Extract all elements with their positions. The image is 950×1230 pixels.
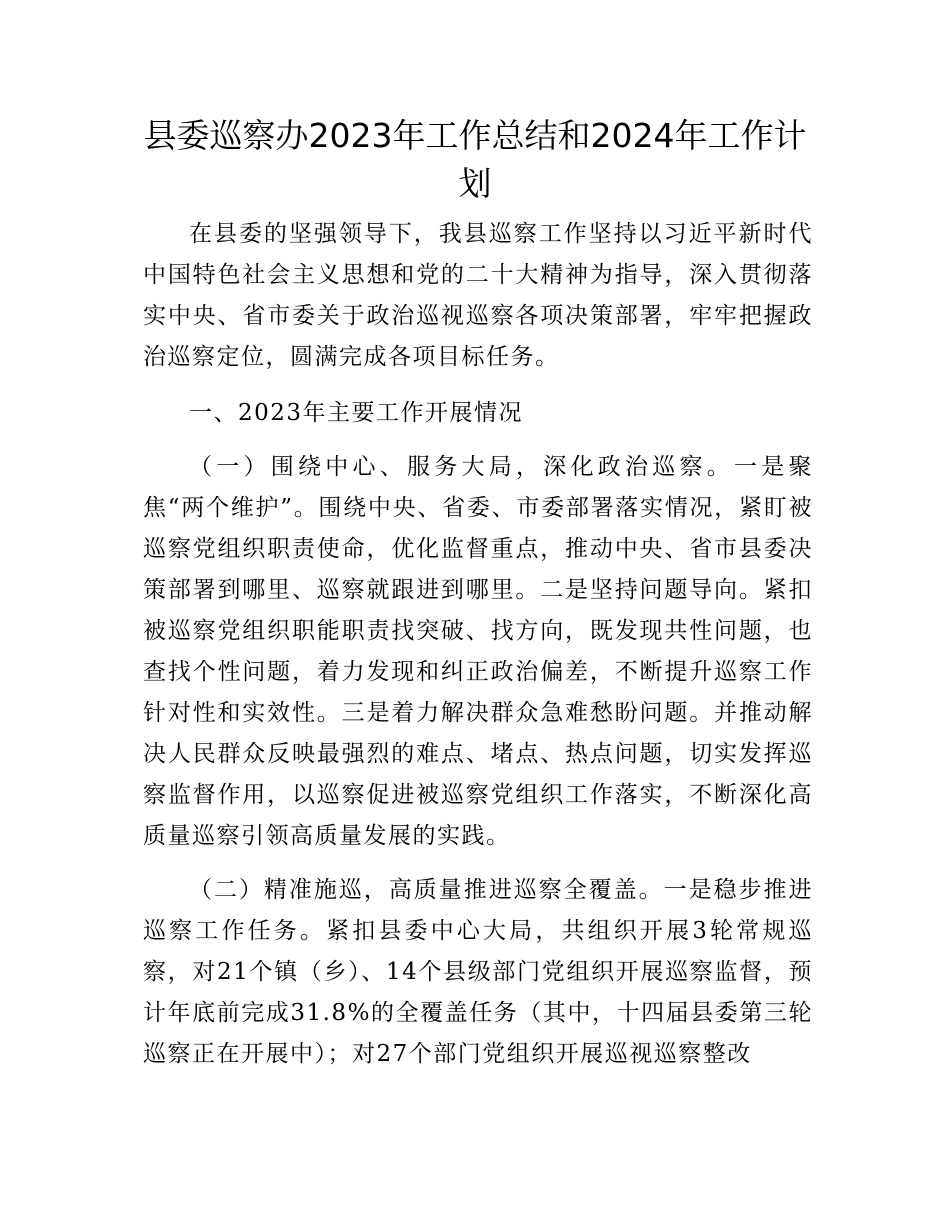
section-heading: 一、2023年主要工作开展情况: [189, 400, 524, 426]
section-1-paragraph: （一）围绕中心、服务大局，深化政治巡察。一是聚焦“两个维护”。围绕中央、省委、市委部署落实情况，紧盯被巡察党组织职责使命，优化监督重点，推动中央、省市县委决策部署到哪里、巡察就跟进到哪里。二是坚持问题导向。紧扣被巡察党组织职能职责找突破、找方向，既发现共性问题，也查找个性问题，着力发现和纠正政治偏差，不断提升巡察工作针对性和实效性。三是着力解决群众急难愁盼问题。并推动解决人民群众反映最强烈的难点、堵点、热点问题，切实发挥巡察监督作用，以巡察促进被巡察党组织工作落实，不断深化高质量巡察引领高质量发展的实践。: [143, 454, 813, 849]
intro-paragraph: 在县委的坚强领导下，我县巡察工作坚持以习近平新时代中国特色社会主义思想和党的二十大精神为指导，深入贯彻落实中央、省市委关于政治巡视巡察各项决策部署，牢牢把握政治巡察定位，圆满完成各项目标任务。: [143, 221, 813, 370]
section-2-paragraph: （二）精准施巡，高质量推进巡察全覆盖。一是稳步推进巡察工作任务。紧扣县委中心大局，共组织开展3轮常规巡察，对21个镇（乡）、14个县级部门党组织开展巡察监督，预计年底前完成31.8%的全覆盖任务（其中，十四届县委第三轮巡察正在开展中）；对27个部门党组织开展巡视巡察整改: [143, 877, 813, 1067]
document-title: 县委巡察办2023年工作总结和2024年工作计划: [143, 116, 807, 203]
document-body: [143, 214, 813, 1075]
